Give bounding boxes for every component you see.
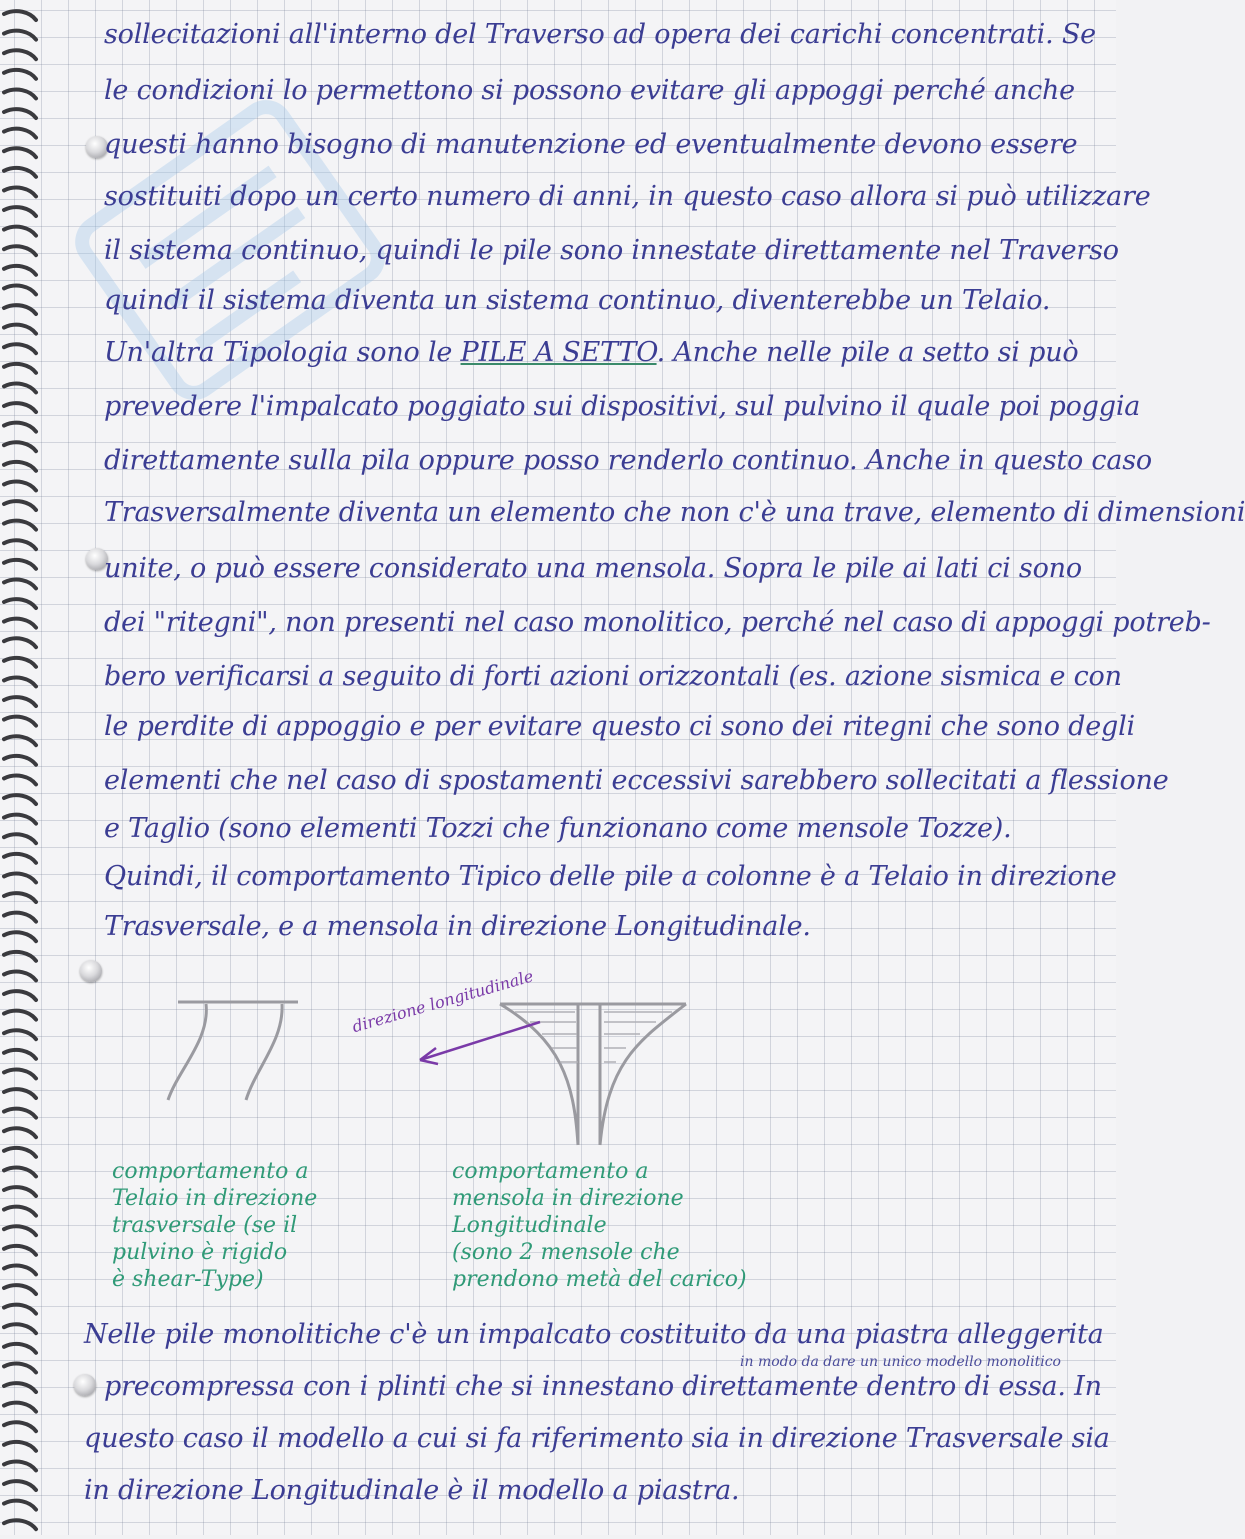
spiral-ring [4,1364,36,1373]
spiral-ring [4,1520,36,1529]
spiral-ring [4,1403,36,1412]
spiral-ring [4,442,36,451]
caption-frame-behaviour [112,1158,317,1293]
spiral-ring [4,815,36,824]
spiral-ring [4,638,36,647]
spiral-ring [4,756,36,765]
insertion-note: in modo da dare un unico modello monolitico [740,1354,1061,1370]
caption-right-line-5: prendono metà del carico) [452,1267,747,1292]
spiral-ring [4,580,36,589]
text-line-14: le perdite di appoggio e per evitare questo ci sono dei ritegni che sono degli [104,711,1135,742]
caption-left-line-3: trasversale (se il [112,1213,298,1238]
caption-right-line-2: mensola in direzione [452,1186,684,1211]
spiral-ring [4,893,36,902]
text-line-18: Trasversale, e a mensola in direzione Longitudinale. [104,911,811,942]
spiral-ring [4,266,36,275]
bottom-line-4: in direzione Longitudinale è il modello a piastra. [84,1475,740,1506]
spiral-ring [4,148,36,157]
spiral-ring [4,560,36,569]
text-line-3: questi hanno bisogno di manutenzione ed eventualmente devono essere [104,129,1078,160]
caption-right-line-1: comportamento a [452,1159,649,1184]
spiral-ring [4,658,36,667]
spiral-ring [4,286,36,295]
caption-left-line-5: è shear-Type) [112,1267,264,1292]
spiral-ring [4,1266,36,1275]
spiral-ring [4,109,36,118]
spiral-ring [4,1344,36,1353]
text-line-8: prevedere l'impalcato poggiato sui dispositivi, sul pulvino il quale poi poggia [104,391,1141,422]
spiral-ring [4,1285,36,1294]
spiral-ring [4,227,36,236]
spiral-ring [4,540,36,549]
underlined-phrase: PILE A SETTO [460,337,657,368]
spiral-ring [4,1422,36,1431]
text-line-11: unite, o può essere considerato una mensola. Sopra le pile ai lati ci sono [104,553,1082,584]
spiral-ring [4,325,36,334]
spiral-ring [4,482,36,491]
spiral-ring [4,1207,36,1216]
spiral-ring [4,31,36,40]
spiral-ring [4,188,36,197]
spiral-ring [4,70,36,79]
text-line-10: Trasversalmente diventa un elemento che non c'è una trave, elemento di dimensioni [104,497,1245,528]
spiral-ring [4,834,36,843]
spiral-ring [4,619,36,628]
spiral-ring [4,1462,36,1471]
text-line-15: elementi che nel caso di spostamenti eccessivi sarebbero sollecitati a flessione [104,765,1169,796]
bottom-line-2: precompressa con i plinti che si innestano direttamente dentro di essa. In [104,1371,1102,1402]
sketch-direction-arrow [420,1022,540,1064]
spiral-ring [4,344,36,353]
spiral-ring [4,11,36,20]
spiral-ring [4,1481,36,1490]
spiral-ring [4,1226,36,1235]
bottom-line-1: Nelle pile monolitiche c'è un impalcato costituito da una piastra alleggerita [84,1319,1104,1350]
spiral-ring [4,678,36,687]
spiral-ring [4,1324,36,1333]
spiral-ring [4,501,36,510]
text-line-4: sostituiti dopo un certo numero di anni, in questo caso allora si può utilizzare [104,181,1151,212]
spiral-ring [4,1305,36,1314]
caption-right-line-3: Longitudinale [452,1213,607,1238]
spiral-ring [4,521,36,530]
spiral-ring [4,305,36,314]
spiral-ring [4,854,36,863]
spiral-ring [4,384,36,393]
spiral-ring [4,168,36,177]
text-line-5: il sistema continuo, quindi le pile sono innestate direttamente nel Traverso [104,235,1119,266]
spiral-ring [4,462,36,471]
spiral-ring [4,50,36,59]
pier-behaviour-sketch [0,960,1116,1170]
text-line-12: dei "ritegni", non presenti nel caso monolitico, perché nel caso di appoggi potreb- [104,607,1211,638]
text-line-7: Un'altra Tipologia sono le PILE A SETTO. Anche nelle pile a setto si può [104,337,1079,368]
text-line-1: sollecitazioni all'interno del Traverso ad opera dei carichi concentrati. Se [104,19,1096,50]
binder-hole-4 [74,1374,96,1396]
text-line-16: e Taglio (sono elementi Tozzi che funzionano come mensole Tozze). [104,813,1012,844]
direction-label: direzione longitudinale [350,966,536,1037]
caption-left-line-2: Telaio in direzione [112,1186,318,1211]
spiral-ring [4,776,36,785]
spiral-ring [4,599,36,608]
caption-right-line-4: (sono 2 mensole che [452,1240,680,1265]
caption-left-line-1: comportamento a [112,1159,309,1184]
spiral-ring [4,1383,36,1392]
sketch-hatching [515,1012,672,1062]
caption-left-line-4: pulvino è rigido [112,1240,288,1265]
spiral-ring [4,129,36,138]
spiral-ring [4,697,36,706]
spiral-ring [4,795,36,804]
spiral-ring [4,913,36,922]
spiral-ring [4,1246,36,1255]
spiral-ring [4,1187,36,1196]
spiral-ring [4,717,36,726]
spiral-ring [4,364,36,373]
text-line-13: bero verificarsi a seguito di forti azioni orizzontali (es. azione sismica e con [104,661,1122,692]
spiral-ring [4,403,36,412]
sketch-right-curve-right [600,1004,686,1145]
bottom-line-3: questo caso il modello a cui si fa riferimento sia in direzione Trasversale sia [84,1423,1110,1454]
text-line-9: direttamente sulla pila oppure posso renderlo continuo. Anche in questo caso [104,445,1152,476]
sketch-right-curve-left [500,1004,578,1145]
text-line-17: Quindi, il comportamento Tipico delle pile a colonne è a Telaio in direzione [104,861,1117,892]
caption-cantilever-behaviour [452,1158,747,1293]
sketch-left-column-1 [168,1004,206,1100]
spiral-ring [4,90,36,99]
spiral-ring [4,246,36,255]
spiral-ring [4,1442,36,1451]
spiral-ring [4,736,36,745]
spiral-ring [4,874,36,883]
spiral-ring [4,932,36,941]
spiral-ring [4,1501,36,1510]
spiral-ring [4,207,36,216]
spiral-binding [0,0,46,1535]
sketch-left-column-2 [246,1004,282,1100]
text-line-6: quindi il sistema diventa un sistema continuo, diventerebbe un Telaio. [104,285,1051,316]
text-line-2: le condizioni lo permettono si possono evitare gli appoggi perché anche [104,75,1075,106]
spiral-ring [4,423,36,432]
